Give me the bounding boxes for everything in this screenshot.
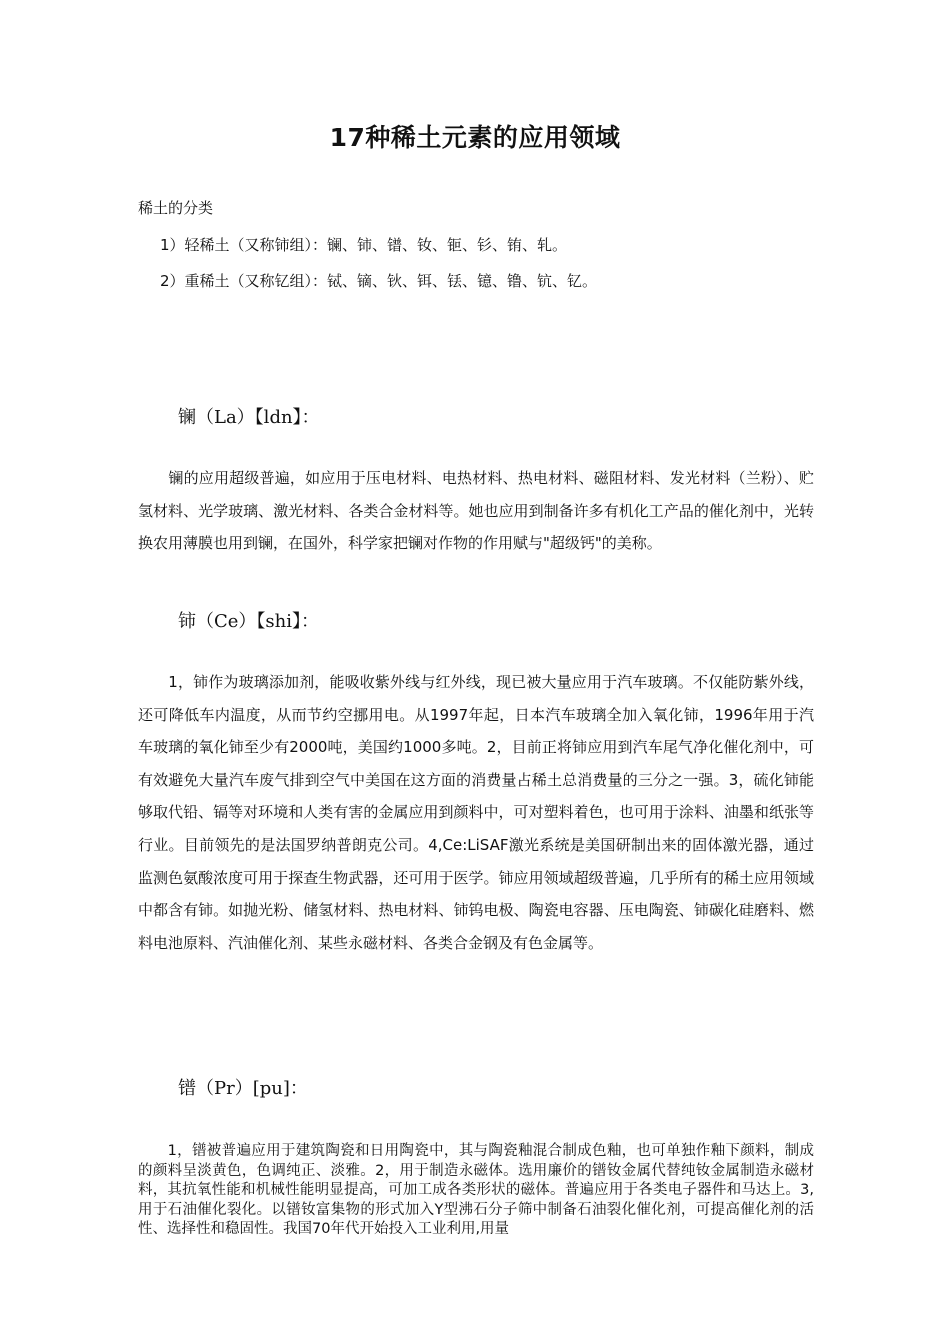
- section-heading-pr: 镨（Pr）[pu]：: [178, 1078, 308, 1099]
- section-body-la: 镧的应用超级普遍，如应用于压电材料、电热材料、热电材料、磁阻材料、发光材料（兰粉）、贮氢材料、光学玻璃、激光材料、各类合金材料等。她也应用到制备许多有机化工产品的催化剂中，光转换农用薄膜也用到镧，在国外，科学家把镧对作物的作用赋与"超级钙"的美称。: [138, 469, 814, 553]
- section-heading-la: 镧（La）【ldn】：: [178, 407, 320, 428]
- page-title: 17种稀土元素的应用领域: [329, 123, 621, 152]
- classification-item-heavy: 2）重稀土（又称钇组）：铽、镝、钬、铒、铥、镱、镥、钪、钇。: [160, 272, 598, 290]
- classification-heading: 稀土的分类: [138, 199, 214, 217]
- section-heading-ce: 铈（Ce）【shi】：: [178, 611, 320, 632]
- section-body-ce: 1，铈作为玻璃添加剂，能吸收紫外线与红外线，现已被大量应用于汽车玻璃。不仅能防紫外线，还可降低车内温度，从而节约空挪用电。从1997年起，日本汽车玻璃全加入氧化铈，1996年用于汽车玻璃的氧化铈至少有2000吨，美国约1000多吨。2，目前正将铈应用到汽车尾气净化催化剂中，可有效避免大量汽车废气排到空气中美国在这方面的消费量占稀土总消费量的三分之一强。3，硫化铈能够取代铅、镉等对环境和人类有害的金属应用到颜料中，可对塑料着色，也可用于涂料、油墨和纸张等行业。目前领先的是法国罗纳普朗克公司。4,Ce:LiSAF激光系统是美国研制出来的固体激光器，通过监测色氨酸浓度可用于探查生物武器，还可用于医学。铈应用领域超级普遍，几乎所有的稀土应用领域中都含有铈。如抛光粉、储氢材料、热电材料、铈钨电极、陶瓷电容器、压电陶瓷、铈碳化硅磨料、燃料电池原料、汽油催化剂、某些永磁材料、各类合金钢及有色金属等。: [138, 673, 814, 952]
- classification-item-light: 1）轻稀土（又称铈组）：镧、铈、镨、钕、钷、钐、铕、轧。: [160, 236, 568, 254]
- section-body-pr: 1，镨被普遍应用于建筑陶瓷和日用陶瓷中，其与陶瓷釉混合制成色釉，也可单独作釉下颜料，制成的颜料呈淡黄色，色调纯正、淡雅。2，用于制造永磁体。选用廉价的镨钕金属代替纯钕金属制造永磁材料，其抗氧性能和机械性能明显提高，可加工成各类形状的磁体。普遍应用于各类电子器件和马达上。3,用于石油催化裂化。以镨钕富集物的形式加入Y型沸石分子筛中制备石油裂化催化剂，可提高催化剂的活性、选择性和稳固性。我国70年代开始投入工业利用,用量: [138, 1143, 814, 1238]
